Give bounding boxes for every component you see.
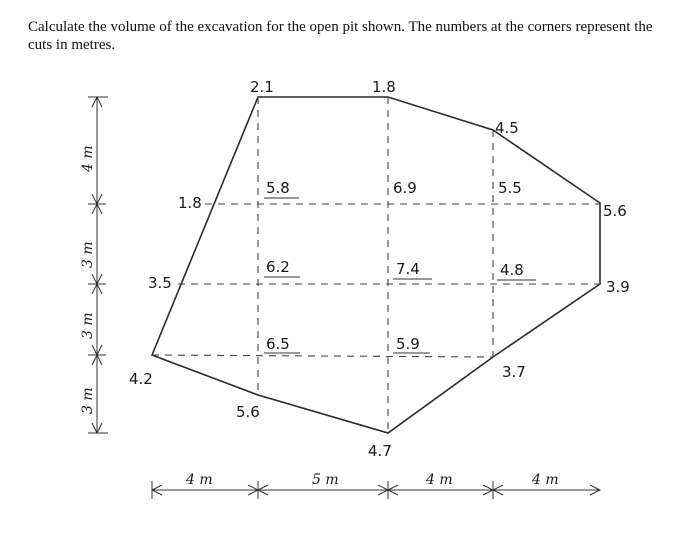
cut-label-bottom-mid: 4.7 bbox=[368, 442, 392, 460]
cut-label-r2c1: 5.8 bbox=[266, 179, 290, 197]
horizontal-dim-label-4: 4 m bbox=[532, 472, 559, 488]
cut-label-r3c2: 7.4 bbox=[396, 260, 420, 278]
vertical-dim-label-3: 3 m bbox=[80, 312, 96, 339]
cut-label-r3c1: 6.2 bbox=[266, 258, 290, 276]
cut-label-top-left: 2.1 bbox=[250, 78, 274, 96]
vertical-dim-label-2: 3 m bbox=[80, 241, 96, 268]
pit-outline bbox=[152, 97, 600, 433]
vertical-dim-label-1: 4 m bbox=[80, 145, 96, 172]
cut-label-right-row4: 3.7 bbox=[502, 363, 526, 381]
cut-label-r4c1: 6.5 bbox=[266, 335, 290, 353]
cut-label-left-row2: 1.8 bbox=[178, 194, 202, 212]
horizontal-dim-label-1: 4 m bbox=[186, 472, 213, 488]
horizontal-dim-label-2: 5 m bbox=[312, 472, 339, 488]
grid-line-horizontal-3 bbox=[152, 355, 493, 357]
cut-label-right-top: 5.6 bbox=[603, 202, 627, 220]
cut-label-r3c3: 4.8 bbox=[500, 261, 524, 279]
question-text: Calculate the volume of the excavation for the open pit shown. The numbers at the corners represent the cuts in metres. bbox=[28, 19, 653, 53]
cut-label-left-row3: 3.5 bbox=[148, 274, 172, 292]
cut-label-upper-right: 4.5 bbox=[495, 119, 519, 137]
cut-label-r4c2: 5.9 bbox=[396, 335, 420, 353]
cut-label-left-row4: 4.2 bbox=[129, 370, 153, 388]
horizontal-dim-label-3: 4 m bbox=[426, 472, 453, 488]
cut-label-top-mid: 1.8 bbox=[372, 78, 396, 96]
cut-label-bottom-left: 5.6 bbox=[236, 403, 260, 421]
cut-label-right-row3: 3.9 bbox=[606, 278, 630, 296]
vertical-dim-label-4: 3 m bbox=[80, 387, 96, 414]
cut-label-r2c2: 6.9 bbox=[393, 179, 417, 197]
cut-label-r2c3: 5.5 bbox=[498, 179, 522, 197]
